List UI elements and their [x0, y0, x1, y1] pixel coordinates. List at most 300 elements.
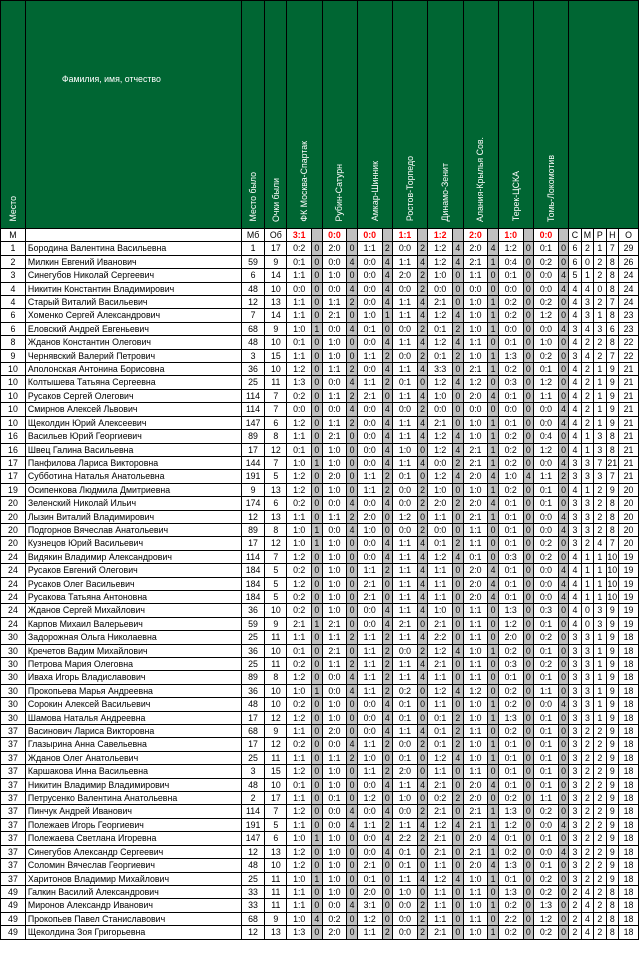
stat-cell: 0	[581, 617, 593, 630]
score-cell: 0	[523, 296, 533, 309]
prediction-cell: 1:2	[287, 577, 312, 590]
stat-cell: 3	[581, 523, 593, 536]
prediction-cell: 2:1	[463, 510, 488, 523]
prediction-cell: 0:2	[534, 296, 559, 309]
stat-cell: 1	[594, 376, 606, 389]
stat-cell: 2	[594, 349, 606, 362]
stat-cell: 3	[569, 497, 581, 510]
prediction-cell: 1:1	[322, 389, 347, 402]
score-cell: 0	[558, 296, 568, 309]
score-cell: 1	[488, 698, 498, 711]
points-before-cell: 10	[265, 282, 287, 295]
stat-cell: 3	[569, 631, 581, 644]
stat-cell: 4	[594, 537, 606, 550]
score-cell: 0	[347, 349, 357, 362]
name-cell: Жданов Олег Анатольевич	[25, 751, 241, 764]
prediction-cell: 1:1	[534, 470, 559, 483]
score-cell: 0	[453, 805, 463, 818]
points-before-cell: 10	[265, 363, 287, 376]
table-row	[1, 269, 639, 282]
stat-cell: 1	[594, 550, 606, 563]
place-cell: 9	[1, 349, 26, 362]
stat-cell: 3	[569, 537, 581, 550]
score-cell: 0	[523, 778, 533, 791]
prediction-cell: 1:0	[322, 456, 347, 469]
prediction-cell: 1:2	[463, 684, 488, 697]
stat-cell: 2	[594, 912, 606, 925]
score-cell: 4	[417, 604, 427, 617]
points-before-cell: 13	[265, 510, 287, 523]
place-before-cell: 68	[241, 912, 265, 925]
score-cell: 0	[453, 389, 463, 402]
place-before-cell: 7	[241, 309, 265, 322]
score-cell: 0	[417, 792, 427, 805]
place-cell: 37	[1, 778, 26, 791]
stat-cell: 4	[569, 564, 581, 577]
score-cell: 0	[347, 590, 357, 603]
prediction-cell: 0:0	[357, 537, 382, 550]
place-before-cell: 12	[241, 926, 265, 939]
stat-cell: 9	[606, 751, 618, 764]
stat-cell: 18	[619, 684, 639, 697]
score-cell: 4	[382, 416, 392, 429]
prediction-cell: 1:1	[393, 389, 418, 402]
score-cell: 4	[382, 845, 392, 858]
prediction-cell: 2:1	[428, 805, 453, 818]
name-cell: Прокопьева Марья Андреевна	[25, 684, 241, 697]
score-cell: 0	[523, 738, 533, 751]
place-before-cell: 191	[241, 470, 265, 483]
table-row	[1, 671, 639, 684]
prediction-cell: 1:2	[428, 872, 453, 885]
score-cell: 0	[312, 845, 322, 858]
table-row	[1, 577, 639, 590]
prediction-cell: 1:0	[322, 778, 347, 791]
prediction-cell: 2:0	[393, 269, 418, 282]
score-cell: 2	[453, 738, 463, 751]
stat-cell: 1	[594, 631, 606, 644]
stat-cell: 18	[619, 644, 639, 657]
table-row	[1, 349, 639, 362]
table-row	[1, 684, 639, 697]
prediction-cell: 1:1	[322, 296, 347, 309]
score-cell: 4	[382, 296, 392, 309]
score-cell: 4	[382, 443, 392, 456]
prediction-cell: 1:1	[393, 564, 418, 577]
stat-cell: 18	[619, 912, 639, 925]
score-cell: 4	[488, 564, 498, 577]
prediction-cell: 0:0	[393, 497, 418, 510]
stat-cell: 18	[619, 778, 639, 791]
stat-cell: 18	[619, 658, 639, 671]
prediction-cell: 0:2	[534, 885, 559, 898]
stat-cell: 21	[607, 457, 618, 468]
sub-result-4: 1:1	[393, 229, 418, 242]
stat-cell: 9	[606, 845, 618, 858]
score-cell: 4	[453, 818, 463, 831]
table-row	[1, 792, 639, 805]
prediction-cell: 0:1	[498, 336, 523, 349]
prediction-cell: 0:0	[428, 456, 453, 469]
prediction-cell: 1:0	[322, 483, 347, 496]
stat-cell: 8	[606, 282, 618, 295]
prediction-cell: 0:0	[534, 698, 559, 711]
prediction-cell: 0:1	[428, 349, 453, 362]
prediction-cell: 0:1	[498, 765, 523, 778]
stat-cell: 1	[581, 550, 593, 563]
prediction-cell: 1:1	[463, 269, 488, 282]
prediction-cell: 0:3	[534, 604, 559, 617]
prediction-cell: 1:0	[322, 443, 347, 456]
place-cell: 30	[1, 644, 26, 657]
name-cell: Видякин Владимир Александрович	[25, 550, 241, 563]
score-cell: 0	[312, 510, 322, 523]
prediction-cell: 0:1	[322, 792, 347, 805]
stat-cell: 19	[619, 590, 639, 603]
stat-cell: 4	[569, 483, 581, 496]
prediction-cell: 2:1	[357, 859, 382, 872]
place-cell: 10	[1, 389, 26, 402]
score-cell: 2	[417, 805, 427, 818]
score-cell: 0	[453, 912, 463, 925]
place-cell: 20	[1, 510, 26, 523]
score-cell: 0	[382, 751, 392, 764]
prediction-cell: 1:0	[428, 269, 453, 282]
prediction-cell: 0:2	[287, 698, 312, 711]
prediction-cell: 0:2	[287, 658, 312, 671]
score-cell: 4	[347, 738, 357, 751]
name-cell: Петрова Мария Олеговна	[25, 658, 241, 671]
prediction-cell: 0:1	[498, 510, 523, 523]
score-cell: 2	[347, 389, 357, 402]
score-cell: 0	[523, 537, 533, 550]
stat-cell: 2	[581, 859, 593, 872]
points-before-cell: 13	[265, 845, 287, 858]
stat-cell: 3	[569, 349, 581, 362]
score-cell: 0	[453, 765, 463, 778]
score-cell: 4	[347, 805, 357, 818]
prediction-cell: 1:2	[428, 242, 453, 255]
place-before-cell: 48	[241, 336, 265, 349]
points-before-cell: 5	[265, 577, 287, 590]
prediction-cell: 2:0	[463, 470, 488, 483]
stat-cell: 3	[594, 470, 606, 483]
stat-cell: 9	[606, 832, 618, 845]
stat-cell: 9	[606, 403, 618, 416]
prediction-cell: 1:0	[357, 523, 382, 536]
score-cell: 0	[347, 309, 357, 322]
stat-cell: 2	[594, 738, 606, 751]
prediction-cell: 1:0	[463, 322, 488, 335]
prediction-cell: 0:0	[534, 322, 559, 335]
prediction-cell: 0:0	[322, 523, 347, 536]
score-cell: 0	[453, 403, 463, 416]
place-before-cell: 3	[241, 349, 265, 362]
prediction-cell: 1:0	[322, 550, 347, 563]
score-cell: 4	[453, 872, 463, 885]
place-cell: 10	[1, 363, 26, 376]
points-before-cell: 7	[265, 389, 287, 402]
stat-cell: 3	[569, 751, 581, 764]
score-cell: 0	[488, 684, 498, 697]
place-before-cell: 147	[241, 416, 265, 429]
prediction-cell: 1:1	[357, 765, 382, 778]
score-cell: 0	[347, 443, 357, 456]
prediction-cell: 0:0	[428, 403, 453, 416]
prediction-cell: 2:0	[463, 859, 488, 872]
score-cell: 4	[558, 698, 568, 711]
name-cell: Еловский Андрей Евгеньевич	[25, 322, 241, 335]
prediction-cell: 0:0	[393, 349, 418, 362]
prediction-cell: 0:3	[498, 550, 523, 563]
stat-cell: 18	[619, 805, 639, 818]
place-cell: 1	[1, 242, 26, 255]
score-cell: 0	[347, 456, 357, 469]
stat-cell: 3	[569, 658, 581, 671]
stat-cell: 2	[594, 859, 606, 872]
prediction-cell: 0:2	[498, 363, 523, 376]
stat-cell: 20	[619, 497, 639, 510]
header-match-1: ФК Москва-Спартак	[287, 1, 322, 229]
prediction-cell: 0:2	[498, 926, 523, 939]
name-cell: Миронов Александр Иванович	[25, 899, 241, 912]
prediction-cell: 1:1	[287, 818, 312, 831]
prediction-cell: 0:0	[357, 255, 382, 268]
stat-cell: 18	[619, 792, 639, 805]
place-cell: 3	[1, 269, 26, 282]
score-cell: 4	[558, 282, 568, 295]
place-before-cell: 17	[241, 711, 265, 724]
prediction-cell: 1:3	[498, 805, 523, 818]
prediction-cell: 1:0	[322, 872, 347, 885]
stat-cell: 4	[569, 604, 581, 617]
prediction-cell: 1:1	[393, 550, 418, 563]
score-cell: 2	[453, 725, 463, 738]
place-before-cell: 3	[241, 765, 265, 778]
place-cell: 49	[1, 885, 26, 898]
score-cell: 1	[488, 738, 498, 751]
points-before-cell: 9	[265, 255, 287, 268]
score-cell: 0	[347, 604, 357, 617]
prediction-cell: 1:3	[498, 859, 523, 872]
prediction-cell: 0:0	[322, 322, 347, 335]
score-cell: 0	[312, 483, 322, 496]
table-row	[1, 255, 639, 268]
stat-cell: 3	[569, 832, 581, 845]
name-cell: Субботина Наталья Анатольевна	[25, 470, 241, 483]
prediction-cell: 0:0	[357, 296, 382, 309]
stat-cell: 1	[594, 416, 606, 429]
prediction-cell: 1:3	[498, 885, 523, 898]
prediction-cell: 1:0	[498, 470, 523, 483]
table-row	[1, 818, 639, 831]
stat-cell: 2	[594, 818, 606, 831]
sub-result-8: 0:0	[534, 229, 559, 242]
prediction-cell: 0:0	[357, 282, 382, 295]
prediction-cell: 1:0	[463, 644, 488, 657]
score-cell: 0	[523, 376, 533, 389]
stat-cell: 3	[581, 698, 593, 711]
score-cell: 2	[417, 242, 427, 255]
stat-cell: 2	[594, 792, 606, 805]
stat-cell: 4	[569, 617, 581, 630]
score-cell: 0	[312, 751, 322, 764]
stat-cell: 3	[594, 617, 606, 630]
prediction-cell: 0:1	[393, 859, 418, 872]
stat-cell: 6	[606, 322, 618, 335]
prediction-cell: 1:0	[322, 845, 347, 858]
score-cell: 2	[453, 711, 463, 724]
score-cell: 0	[347, 644, 357, 657]
score-cell: 1	[488, 456, 498, 469]
stat-cell: 18	[619, 631, 639, 644]
prediction-cell: 0:1	[393, 698, 418, 711]
prediction-cell: 1:1	[287, 885, 312, 898]
place-before-cell: 12	[241, 845, 265, 858]
prediction-cell: 2:1	[463, 255, 488, 268]
name-cell: Полежаев Игорь Георгиевич	[25, 818, 241, 831]
stat-cell: 3	[581, 711, 593, 724]
score-cell: 4	[453, 443, 463, 456]
name-cell: Панфилова Лариса Викторовна	[25, 456, 241, 469]
place-before-cell: 114	[241, 805, 265, 818]
score-cell: 0	[347, 832, 357, 845]
header-match-3: Амкар-Шинник	[357, 1, 392, 229]
header-row	[1, 1, 639, 229]
prediction-cell: 1:2	[287, 550, 312, 563]
stat-cell: 3	[569, 698, 581, 711]
place-cell: 19	[1, 483, 26, 496]
score-cell: 0	[523, 805, 533, 818]
prediction-cell: 0:2	[498, 296, 523, 309]
score-cell: 1	[312, 523, 322, 536]
prediction-cell: 1:1	[428, 765, 453, 778]
stat-cell: 2	[594, 751, 606, 764]
stat-cell: 8	[606, 523, 618, 536]
prediction-cell: 0:1	[534, 725, 559, 738]
prediction-cell: 0:0	[322, 403, 347, 416]
table-row	[1, 765, 639, 778]
score-cell: 0	[382, 872, 392, 885]
stat-cell: 4	[569, 430, 581, 443]
score-cell: 0	[347, 430, 357, 443]
place-before-cell: 12	[241, 296, 265, 309]
score-cell: 0	[523, 497, 533, 510]
place-cell: 37	[1, 738, 26, 751]
prediction-cell: 0:2	[287, 497, 312, 510]
prediction-cell: 1:2	[428, 309, 453, 322]
stat-cell: 4	[569, 577, 581, 590]
prediction-cell: 1:2	[428, 751, 453, 764]
name-cell: Иваха Игорь Владиславович	[25, 671, 241, 684]
place-cell: 37	[1, 845, 26, 858]
stat-cell: 9	[606, 805, 618, 818]
score-cell: 4	[558, 322, 568, 335]
stat-cell: 9	[606, 644, 618, 657]
name-cell: Русаков Олег Васильевич	[25, 577, 241, 590]
place-cell: 37	[1, 725, 26, 738]
score-cell: 0	[312, 336, 322, 349]
prediction-cell: 1:1	[393, 604, 418, 617]
prediction-cell: 0:2	[498, 684, 523, 697]
place-cell: 49	[1, 899, 26, 912]
prediction-cell: 0:1	[463, 550, 488, 563]
score-cell: 0	[347, 859, 357, 872]
score-cell: 0	[453, 282, 463, 295]
prediction-cell: 1:1	[428, 510, 453, 523]
score-cell: 0	[523, 416, 533, 429]
stat-cell: 2	[594, 832, 606, 845]
score-cell: 4	[417, 416, 427, 429]
place-cell: 20	[1, 523, 26, 536]
prediction-cell: 0:0	[322, 376, 347, 389]
stat-cell: 7	[594, 456, 606, 469]
prediction-cell: 2:0	[463, 577, 488, 590]
score-cell: 0	[558, 242, 568, 255]
prediction-cell: 1:1	[534, 389, 559, 402]
stat-cell: 2	[594, 336, 606, 349]
sub-stat-r: Р	[594, 229, 606, 242]
points-before-cell: 6	[265, 416, 287, 429]
score-cell: 0	[558, 376, 568, 389]
stat-cell: 4	[569, 376, 581, 389]
stat-cell: 3	[594, 604, 606, 617]
stat-cell: 18	[619, 832, 639, 845]
stat-cell: 18	[619, 711, 639, 724]
prediction-cell: 0:2	[287, 590, 312, 603]
score-cell: 0	[488, 725, 498, 738]
score-cell: 4	[417, 590, 427, 603]
prediction-cell: 0:0	[287, 403, 312, 416]
score-cell: 0	[453, 698, 463, 711]
stat-cell: 1	[594, 644, 606, 657]
name-cell: Каршакова Инна Васильевна	[25, 765, 241, 778]
stat-cell: 2	[594, 805, 606, 818]
score-cell: 0	[523, 725, 533, 738]
name-cell: Соломин Вячеслав Георгиевич	[25, 859, 241, 872]
prediction-cell: 1:1	[463, 658, 488, 671]
place-before-cell: 17	[241, 537, 265, 550]
score-cell: 2	[453, 497, 463, 510]
prediction-cell: 1:0	[322, 336, 347, 349]
prediction-cell: 0:0	[357, 832, 382, 845]
place-cell: 16	[1, 430, 26, 443]
prediction-cell: 1:1	[428, 564, 453, 577]
prediction-cell: 1:2	[428, 255, 453, 268]
name-cell: Глазырина Анна Савельевна	[25, 738, 241, 751]
prediction-cell: 0:1	[534, 497, 559, 510]
stat-cell: 2	[594, 885, 606, 898]
score-cell: 4	[347, 403, 357, 416]
prediction-cell: 1:1	[393, 456, 418, 469]
prediction-cell: 1:0	[322, 711, 347, 724]
score-cell: 4	[488, 832, 498, 845]
score-cell: 0	[312, 309, 322, 322]
prediction-cell: 0:0	[287, 282, 312, 295]
score-cell: 2	[453, 456, 463, 469]
score-cell: 4	[382, 604, 392, 617]
place-cell: 24	[1, 590, 26, 603]
score-cell: 2	[382, 684, 392, 697]
points-before-cell: 11	[265, 899, 287, 912]
name-cell: Задорожная Ольга Николаевна	[25, 631, 241, 644]
table-row	[1, 497, 639, 510]
stat-cell: 18	[619, 751, 639, 764]
place-before-cell: 1	[241, 242, 265, 255]
prediction-cell: 1:1	[428, 912, 453, 925]
score-cell: 0	[312, 926, 322, 939]
stat-cell: 18	[619, 859, 639, 872]
